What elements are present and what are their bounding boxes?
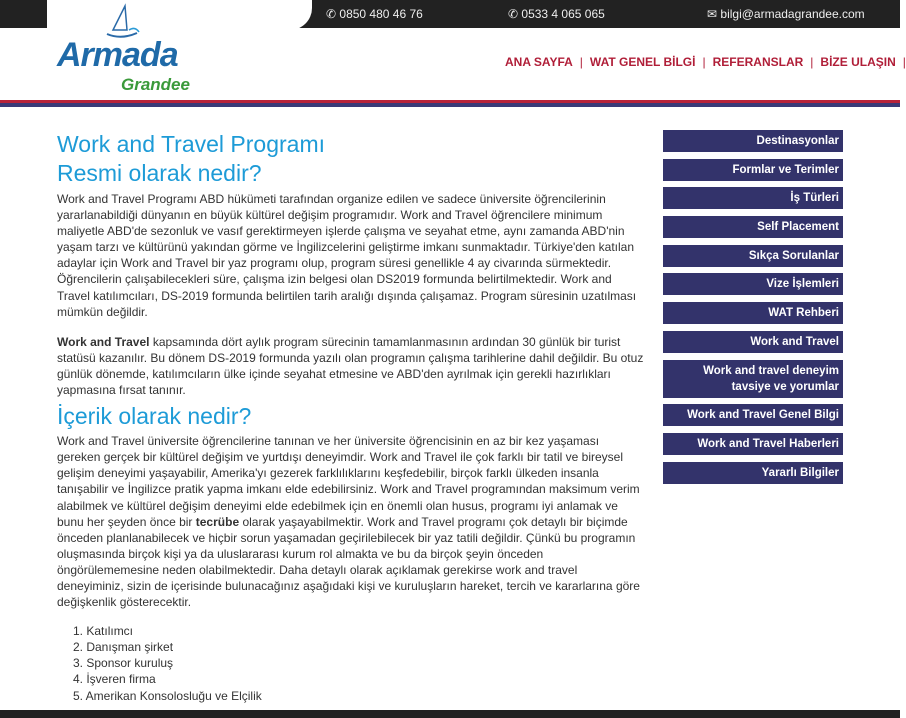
sidebar-item-deneyim[interactable]: Work and travel deneyim tavsiye ve yorumlar: [663, 360, 843, 398]
phone-icon: ✆: [326, 7, 340, 21]
whatsapp-icon: ✆: [508, 7, 522, 21]
email-contact[interactable]: ✉ bilgi@armadagrandee.com: [707, 7, 865, 21]
nav-ana-sayfa[interactable]: ANA SAYFA: [505, 55, 573, 69]
sidebar-menu: [663, 130, 843, 490]
bottom-bar: [0, 710, 900, 718]
nav-wat-genel-bilgi[interactable]: WAT GENEL BİLGİ: [589, 55, 696, 69]
section-heading: İçerik olarak nedir?: [57, 403, 252, 430]
whatsapp-contact[interactable]: ✆ 0533 4 065 065: [508, 7, 605, 21]
nav-separator: |: [810, 55, 814, 69]
nav-separator: |: [702, 55, 706, 69]
list-item: 2. Danışman şirket: [73, 640, 174, 655]
list-item: 3. Sponsor kuruluş: [73, 656, 174, 671]
page-title: Work and Travel Programı: [57, 131, 326, 157]
sidebar-item-formlar[interactable]: Formlar ve Terimler: [663, 159, 843, 181]
sidebar-item-sss[interactable]: Sıkça Sorulanlar: [663, 245, 843, 267]
svg-text:Grandee: Grandee: [121, 75, 190, 94]
svg-text:Armada: Armada: [57, 36, 178, 74]
sidebar-item-is-turleri[interactable]: İş Türleri: [663, 187, 843, 209]
mail-icon: ✉: [707, 7, 721, 21]
sidebar-item-vize[interactable]: Vize İşlemleri: [663, 273, 843, 295]
paragraph: Work and Travel Programı ABD hükümeti tarafından organize edilen ve sadece üniversite öğrencilerinin yararlanabildiği dünyanın en büyük kültürel değişim programıdır. Work and Travel öğrencilere minimum maliyetle ABD'de sezonluk ve vasıf gerektirmeyen işlerde çalışma ve seyahat etme, aynı zamanda ABD'nin yaşam tarzı ve kültürünü yakından görme ve İngilizcelerini geliştirme imkanı sunmaktadır. Türkiye'den katılan adaylar için Work and Travel bir yaz programı olup, program süresi genellikle 4 ay civarında sürmektedir. Öğrencilerin çalışabilecekleri süre, çalışma izin belgesi olan DS2019 formunda belirtilmektedir. Work and Travel katılımcıları, DS-2019 formunda belirtilen tarih aralığı dışında çalışamaz. Program süresinin uzatılması mümkün değildir.: [57, 192, 637, 319]
nav-separator: |: [579, 55, 583, 69]
nav-referanslar[interactable]: REFERANSLAR: [712, 55, 804, 69]
sidebar-item-yararli-bilgiler[interactable]: Yararlı Bilgiler: [663, 462, 843, 484]
sidebar-item-self-placement[interactable]: Self Placement: [663, 216, 843, 238]
phone-contact[interactable]: ✆ 0850 480 46 76: [326, 7, 423, 21]
list-item: 5. Amerikan Konsolosluğu ve Elçilik: [73, 688, 262, 703]
list-item: 1. Katılımcı: [73, 624, 134, 639]
sidebar-item-wat-rehberi[interactable]: WAT Rehberi: [663, 302, 843, 324]
sidebar-item-work-and-travel[interactable]: Work and Travel: [663, 331, 843, 353]
nav-bize-ulasin[interactable]: BİZE ULAŞIN: [820, 55, 896, 69]
sidebar-item-haberler[interactable]: Work and Travel Haberleri: [663, 433, 843, 455]
main-content: [57, 0, 645, 704]
sidebar-item-destinasyonlar[interactable]: Destinasyonlar: [663, 130, 843, 152]
paragraph: Work and Travel üniversite öğrencilerine tanınan ve her üniversite öğrencisinin en az bir kez yaşaması gereken gerçek bir kültürel değişim ve yurtdışı deneyimdir. Work and Travel ile çok farklı bir tatil ve bireysel gelişim deneyimi yaşayabilir, Amerika'yı gezerek farklılıklarını keşfedebilir, birçok farklı ülkeden insanla tanışabilir ve İngilizce pratik yapma imkanı elde edebilirsiniz. Work and Travel programından maksimum verim alabilmek ve kültürel değişim deneyimi elde edebilmek için en önemli olan husus, programı iyi anlamak ve bunu her şeyden önce bir tecrübe olarak yaşayabilmektir. Work and Travel programı çok detaylı bir biçimde önceden planlanabilecek ve hiçbir sorun yaşamadan geçirilebilecek bir yaz tatili değildir. Çünkü bu programın oluşmasında birçok kişi ya da uluslararası kurum rol almakta ve bu da birçok şeyin önceden öngörülememesine neden olabilmektedir. Daha detaylı olarak açıklamak gerekirse work and travel deneyiminiz, sizin de içerisinde bulunacağınız aşağıdaki kişi ve kuruluşların hareket, tercih ve kararlarına göre değişkenlik gösterecektir.: [57, 434, 640, 610]
list-item: 4. İşveren firma: [73, 672, 156, 687]
section-heading: Resmi olarak nedir?: [57, 160, 262, 186]
sidebar-item-genel-bilgi[interactable]: Work and Travel Genel Bilgi: [663, 404, 843, 426]
participants-list: [73, 623, 645, 703]
paragraph: Work and Travel kapsamında dört aylık program sürecinin tamamlanmasının ardından 30 günlük bir turist statüsü kazanılır. Bu dönem DS-2019 formunda yazılı olan programın çalışma tarihlerine dahil değildir. Bu otuz günlük dönemde, katılımcıların ülke içinde seyahat etmesine ve ABD'den ayrılmak için gerekli hazırlıkları yapmasına fırsat tanınır.: [57, 334, 644, 398]
nav-separator: |: [902, 55, 906, 69]
